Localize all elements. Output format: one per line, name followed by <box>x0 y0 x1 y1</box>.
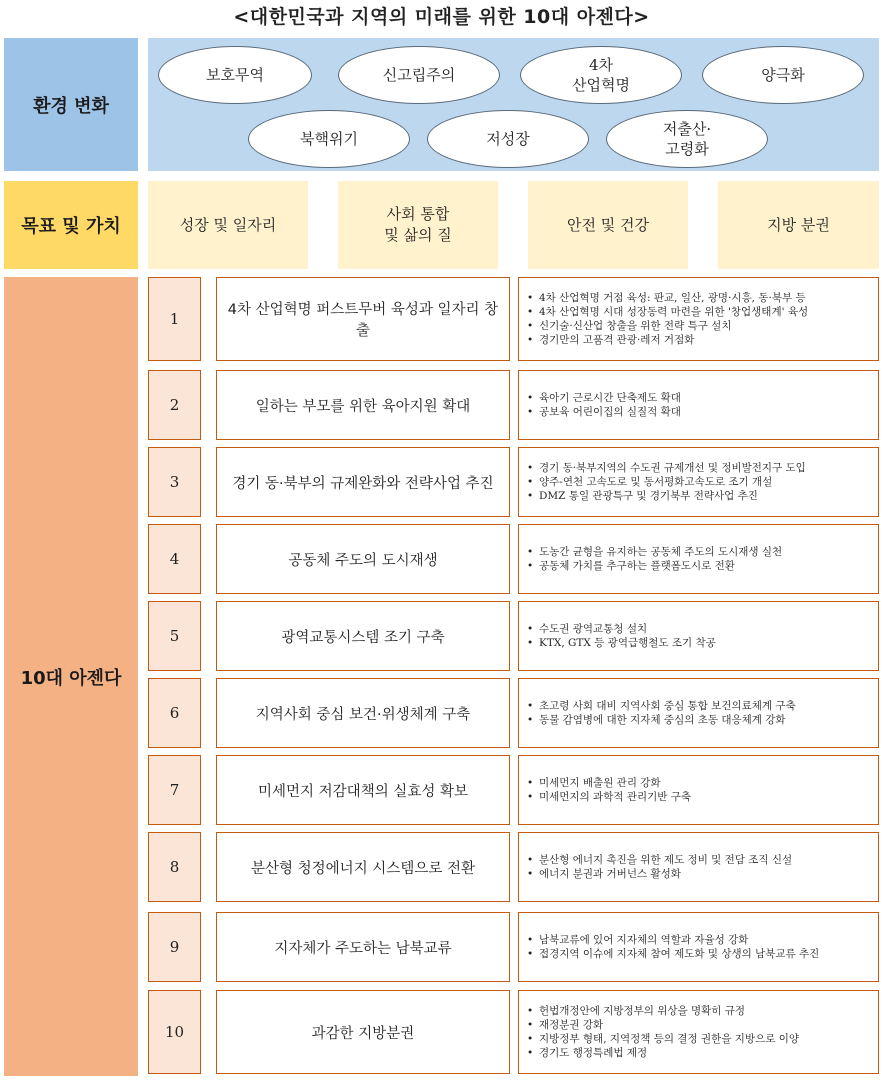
agenda-detail-item: • DMZ 통일 관광특구 및 경기북부 전략사업 추진 <box>527 489 806 503</box>
agenda-number: 4 <box>148 524 201 594</box>
agenda-detail-item: • 초고령 사회 대비 지역사회 중심 통합 보건의료체계 구축 <box>527 699 796 713</box>
agenda-number: 1 <box>148 277 201 361</box>
agenda-detail-item: • 경기 동·북부지역의 수도권 규제개선 및 정비발전지구 도입 <box>527 461 806 475</box>
agenda-number: 6 <box>148 678 201 748</box>
agenda-details <box>518 755 879 825</box>
env-ellipse-low-birth-aging: 저출산· 고령화 <box>606 110 768 168</box>
goal-social-integration: 사회 통합 및 삶의 질 <box>338 181 498 269</box>
agenda-detail-item: • 공보육 어린이집의 실질적 확대 <box>527 405 681 419</box>
agenda-detail-item: • 지방정부 형태, 지역정책 등의 결정 권한을 지방으로 이양 <box>527 1032 799 1046</box>
agenda-detail-item: • 경기만의 고품격 관광·레저 거점화 <box>527 333 808 347</box>
env-ellipse-low-growth: 저성장 <box>427 110 589 168</box>
agenda-title: 분산형 청정에너지 시스템으로 전환 <box>216 832 510 902</box>
goal-growth-jobs: 성장 및 일자리 <box>148 181 308 269</box>
agenda-detail-item: • 신기술·신산업 창출을 위한 전략 특구 설치 <box>527 319 808 333</box>
agenda-number: 10 <box>148 990 201 1074</box>
agenda-detail-item: • 육아기 근로시간 단축제도 확대 <box>527 391 681 405</box>
env-ellipse-protectionism: 보호무역 <box>158 46 312 104</box>
agenda-detail-item: • 4차 산업혁명 거점 육성: 판교, 일산, 광명·시흥, 동·북부 등 <box>527 291 808 305</box>
agenda-detail-list <box>527 699 796 727</box>
agenda-title: 공동체 주도의 도시재생 <box>216 524 510 594</box>
agenda-detail-item: • 에너지 분권과 거버넌스 활성화 <box>527 867 792 881</box>
goal-decentralization: 지방 분권 <box>718 181 879 269</box>
agenda-details <box>518 832 879 902</box>
agenda-detail-item: • KTX, GTX 등 광역급행철도 조기 착공 <box>527 636 716 650</box>
environment-label: 환경 변화 <box>4 38 138 171</box>
agenda-label: 10대 아젠다 <box>4 277 138 1076</box>
agenda-title: 지역사회 중심 보건·위생체계 구축 <box>216 678 510 748</box>
agenda-details <box>518 370 879 440</box>
env-ellipse-neo-isolationism: 신고립주의 <box>338 46 500 104</box>
agenda-details <box>518 678 879 748</box>
agenda-detail-list <box>527 1004 799 1060</box>
goal-safety-health: 안전 및 건강 <box>528 181 688 269</box>
agenda-detail-item: • 미세먼지 배출원 관리 강화 <box>527 776 691 790</box>
goals-label: 목표 및 가치 <box>4 181 138 269</box>
agenda-detail-item: • 도농간 균형을 유지하는 공동체 주도의 도시재생 실천 <box>527 545 782 559</box>
agenda-title: 광역교통시스템 조기 구축 <box>216 601 510 671</box>
agenda-details <box>518 912 879 982</box>
agenda-detail-item: • 경기도 행정특례법 제정 <box>527 1046 799 1060</box>
agenda-number: 7 <box>148 755 201 825</box>
agenda-detail-item: • 양주-연천 고속도로 및 동서평화고속도로 조기 개설 <box>527 475 806 489</box>
agenda-details <box>518 277 879 361</box>
agenda-title: 미세먼지 저감대책의 실효성 확보 <box>216 755 510 825</box>
agenda-detail-item: • 동물 감염병에 대한 지자체 중심의 초동 대응체계 강화 <box>527 713 796 727</box>
agenda-number: 9 <box>148 912 201 982</box>
agenda-number: 5 <box>148 601 201 671</box>
agenda-detail-item: • 분산형 에너지 촉진을 위한 제도 정비 및 전담 조직 신설 <box>527 853 792 867</box>
agenda-detail-item: • 공동체 가치를 추구하는 플랫폼도시로 전환 <box>527 559 782 573</box>
agenda-details <box>518 990 879 1074</box>
agenda-number: 2 <box>148 370 201 440</box>
agenda-detail-item: • 남북교류에 있어 지자체의 역할과 자율성 강화 <box>527 933 819 947</box>
agenda-detail-list <box>527 291 808 347</box>
agenda-detail-list <box>527 622 716 650</box>
agenda-title: 4차 산업혁명 퍼스트무버 육성과 일자리 창출 <box>216 277 510 361</box>
agenda-number: 8 <box>148 832 201 902</box>
agenda-detail-item: • 접경지역 이슈에 지자체 참여 제도화 및 상생의 남북교류 추진 <box>527 947 819 961</box>
agenda-detail-list <box>527 391 681 419</box>
agenda-detail-item: • 수도권 광역교통청 설치 <box>527 622 716 636</box>
agenda-title: 지자체가 주도하는 남북교류 <box>216 912 510 982</box>
agenda-detail-item: • 헌법개정안에 지방정부의 위상을 명확히 규정 <box>527 1004 799 1018</box>
env-ellipse-4th-industrial-revolution: 4차 산업혁명 <box>520 46 682 104</box>
env-ellipse-polarization: 양극화 <box>702 46 864 104</box>
agenda-details <box>518 601 879 671</box>
agenda-details <box>518 447 879 517</box>
agenda-title: 일하는 부모를 위한 육아지원 확대 <box>216 370 510 440</box>
agenda-number: 3 <box>148 447 201 517</box>
agenda-detail-list <box>527 545 782 573</box>
agenda-detail-list <box>527 853 792 881</box>
page-title: <대한민국과 지역의 미래를 위한 10대 아젠다> <box>233 6 650 28</box>
agenda-detail-item: • 미세먼지의 과학적 관리기반 구축 <box>527 790 691 804</box>
agenda-detail-list <box>527 461 806 503</box>
env-ellipse-nuclear-crisis: 북핵위기 <box>248 110 410 168</box>
agenda-detail-list <box>527 776 691 804</box>
agenda-title: 경기 동·북부의 규제완화와 전략사업 추진 <box>216 447 510 517</box>
agenda-detail-item: • 재정분권 강화 <box>527 1018 799 1032</box>
agenda-details <box>518 524 879 594</box>
agenda-detail-list <box>527 933 819 961</box>
agenda-title: 과감한 지방분권 <box>216 990 510 1074</box>
agenda-detail-item: • 4차 산업혁명 시대 성장동력 마련을 위한 '창업생태계' 육성 <box>527 305 808 319</box>
